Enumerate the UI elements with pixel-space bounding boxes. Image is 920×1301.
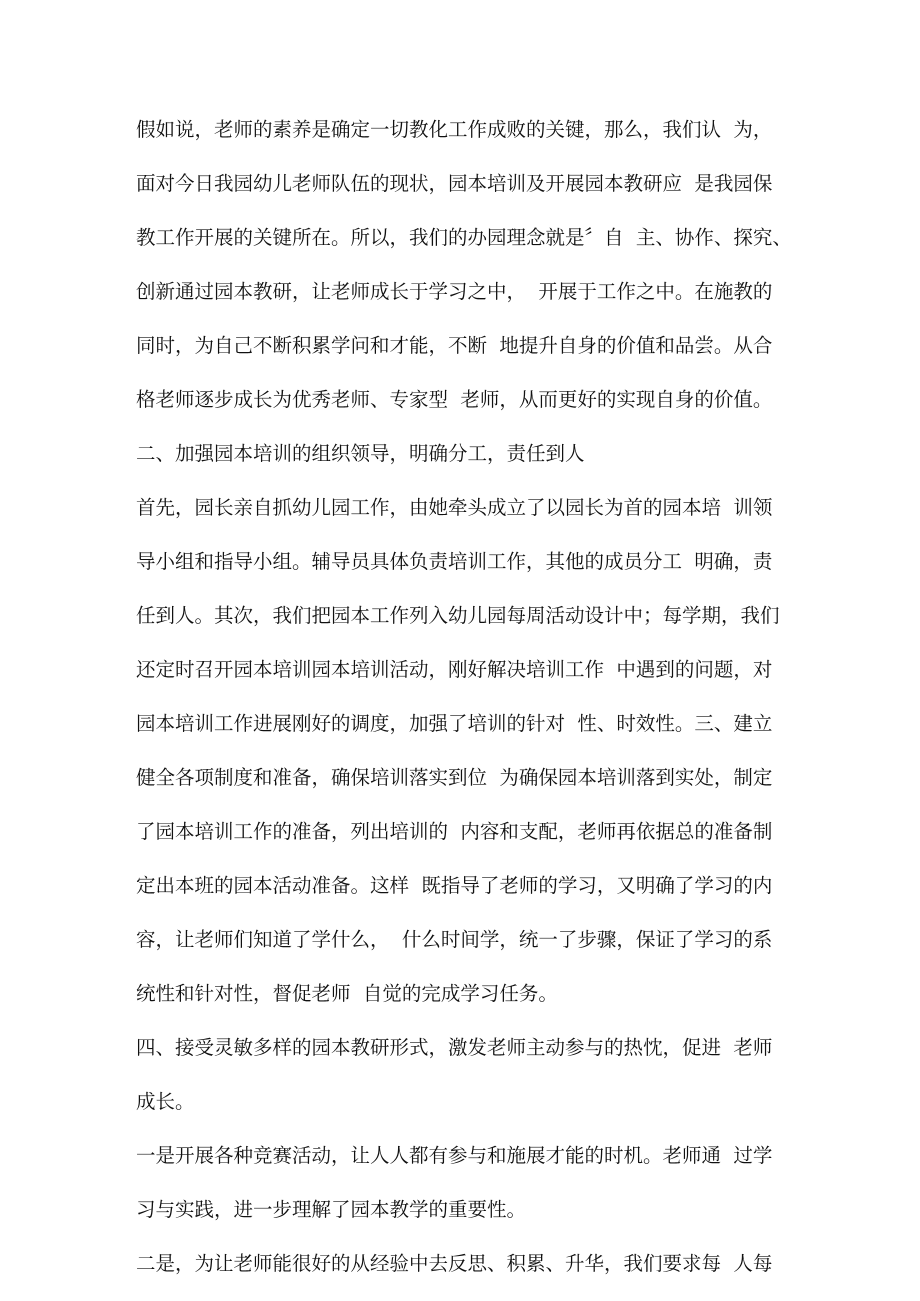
paragraph-line: 教工作开展的关键所在。所以，我们的办园理念就是〞自 主、协作、探究、 — [136, 226, 792, 249]
paragraph-line: 同时，为自己不断积累学问和才能，不断 地提升自身的价值和品尝。从合 — [136, 334, 773, 357]
section-heading: 四、接受灵敏多样的园本教研形式，激发老师主动参与的热忱，促进 老师 — [136, 1036, 773, 1059]
section-heading: 二、加强园本培训的组织领导，明确分工，责任到人 — [136, 442, 585, 465]
paragraph-line: 导小组和指导小组。辅导员具体负责培训工作，其他的成员分工 明确，责 — [136, 550, 773, 573]
paragraph-line: 首先，园长亲自抓幼儿园工作，由她牵头成立了以园长为首的园本培 训领 — [136, 496, 773, 519]
paragraph-line: 还定时召开园本培训园本培训活动，刚好解决培训工作 中遇到的问题，对 — [136, 658, 773, 681]
paragraph-line: 假如说，老师的素养是确定一切教化工作成败的关键，那么，我们认 为， — [136, 118, 773, 141]
paragraph-line: 格老师逐步成长为优秀老师、专家型 老师，从而更好的实现自身的价值。 — [136, 388, 773, 411]
paragraph-line: 创新通过园本教研，让老师成长于学习之中， 开展于工作之中。在施教的 — [136, 280, 773, 303]
paragraph-line: 定出本班的园本活动准备。这样 既指导了老师的学习，又明确了学习的内 — [136, 874, 773, 897]
paragraph-line: 任到人。其次，我们把园本工作列入幼儿园每周活动设计中；每学期，我们 — [136, 604, 780, 627]
paragraph-line: 二是，为让老师能很好的从经验中去反思、积累、升华，我们要求每 人每 — [136, 1252, 773, 1275]
paragraph-line: 习与实践，进一步理解了园本教学的重要性。 — [136, 1198, 527, 1221]
paragraph-line: 健全各项制度和准备，确保培训落实到位 为确保园本培训落到实处，制定 — [136, 766, 773, 789]
paragraph-line: 园本培训工作进展刚好的调度，加强了培训的针对 性、时效性。三、建立 — [136, 712, 773, 735]
paragraph-line: 统性和针对性，督促老师 自觉的完成学习任务。 — [136, 982, 558, 1005]
section-heading: 成长。 — [136, 1090, 195, 1113]
paragraph-line: 一是开展各种竞赛活动，让人人都有参与和施展才能的时机。老师通 过学 — [136, 1144, 773, 1167]
paragraph-line: 面对今日我园幼儿老师队伍的现状，园本培训及开展园本教研应 是我园保 — [136, 172, 773, 195]
paragraph-line: 容，让老师们知道了学什么， 什么时间学，统一了步骤，保证了学习的系 — [136, 928, 773, 951]
paragraph-line: 了园本培训工作的准备，列出培训的 内容和支配，老师再依据总的准备制 — [136, 820, 773, 843]
